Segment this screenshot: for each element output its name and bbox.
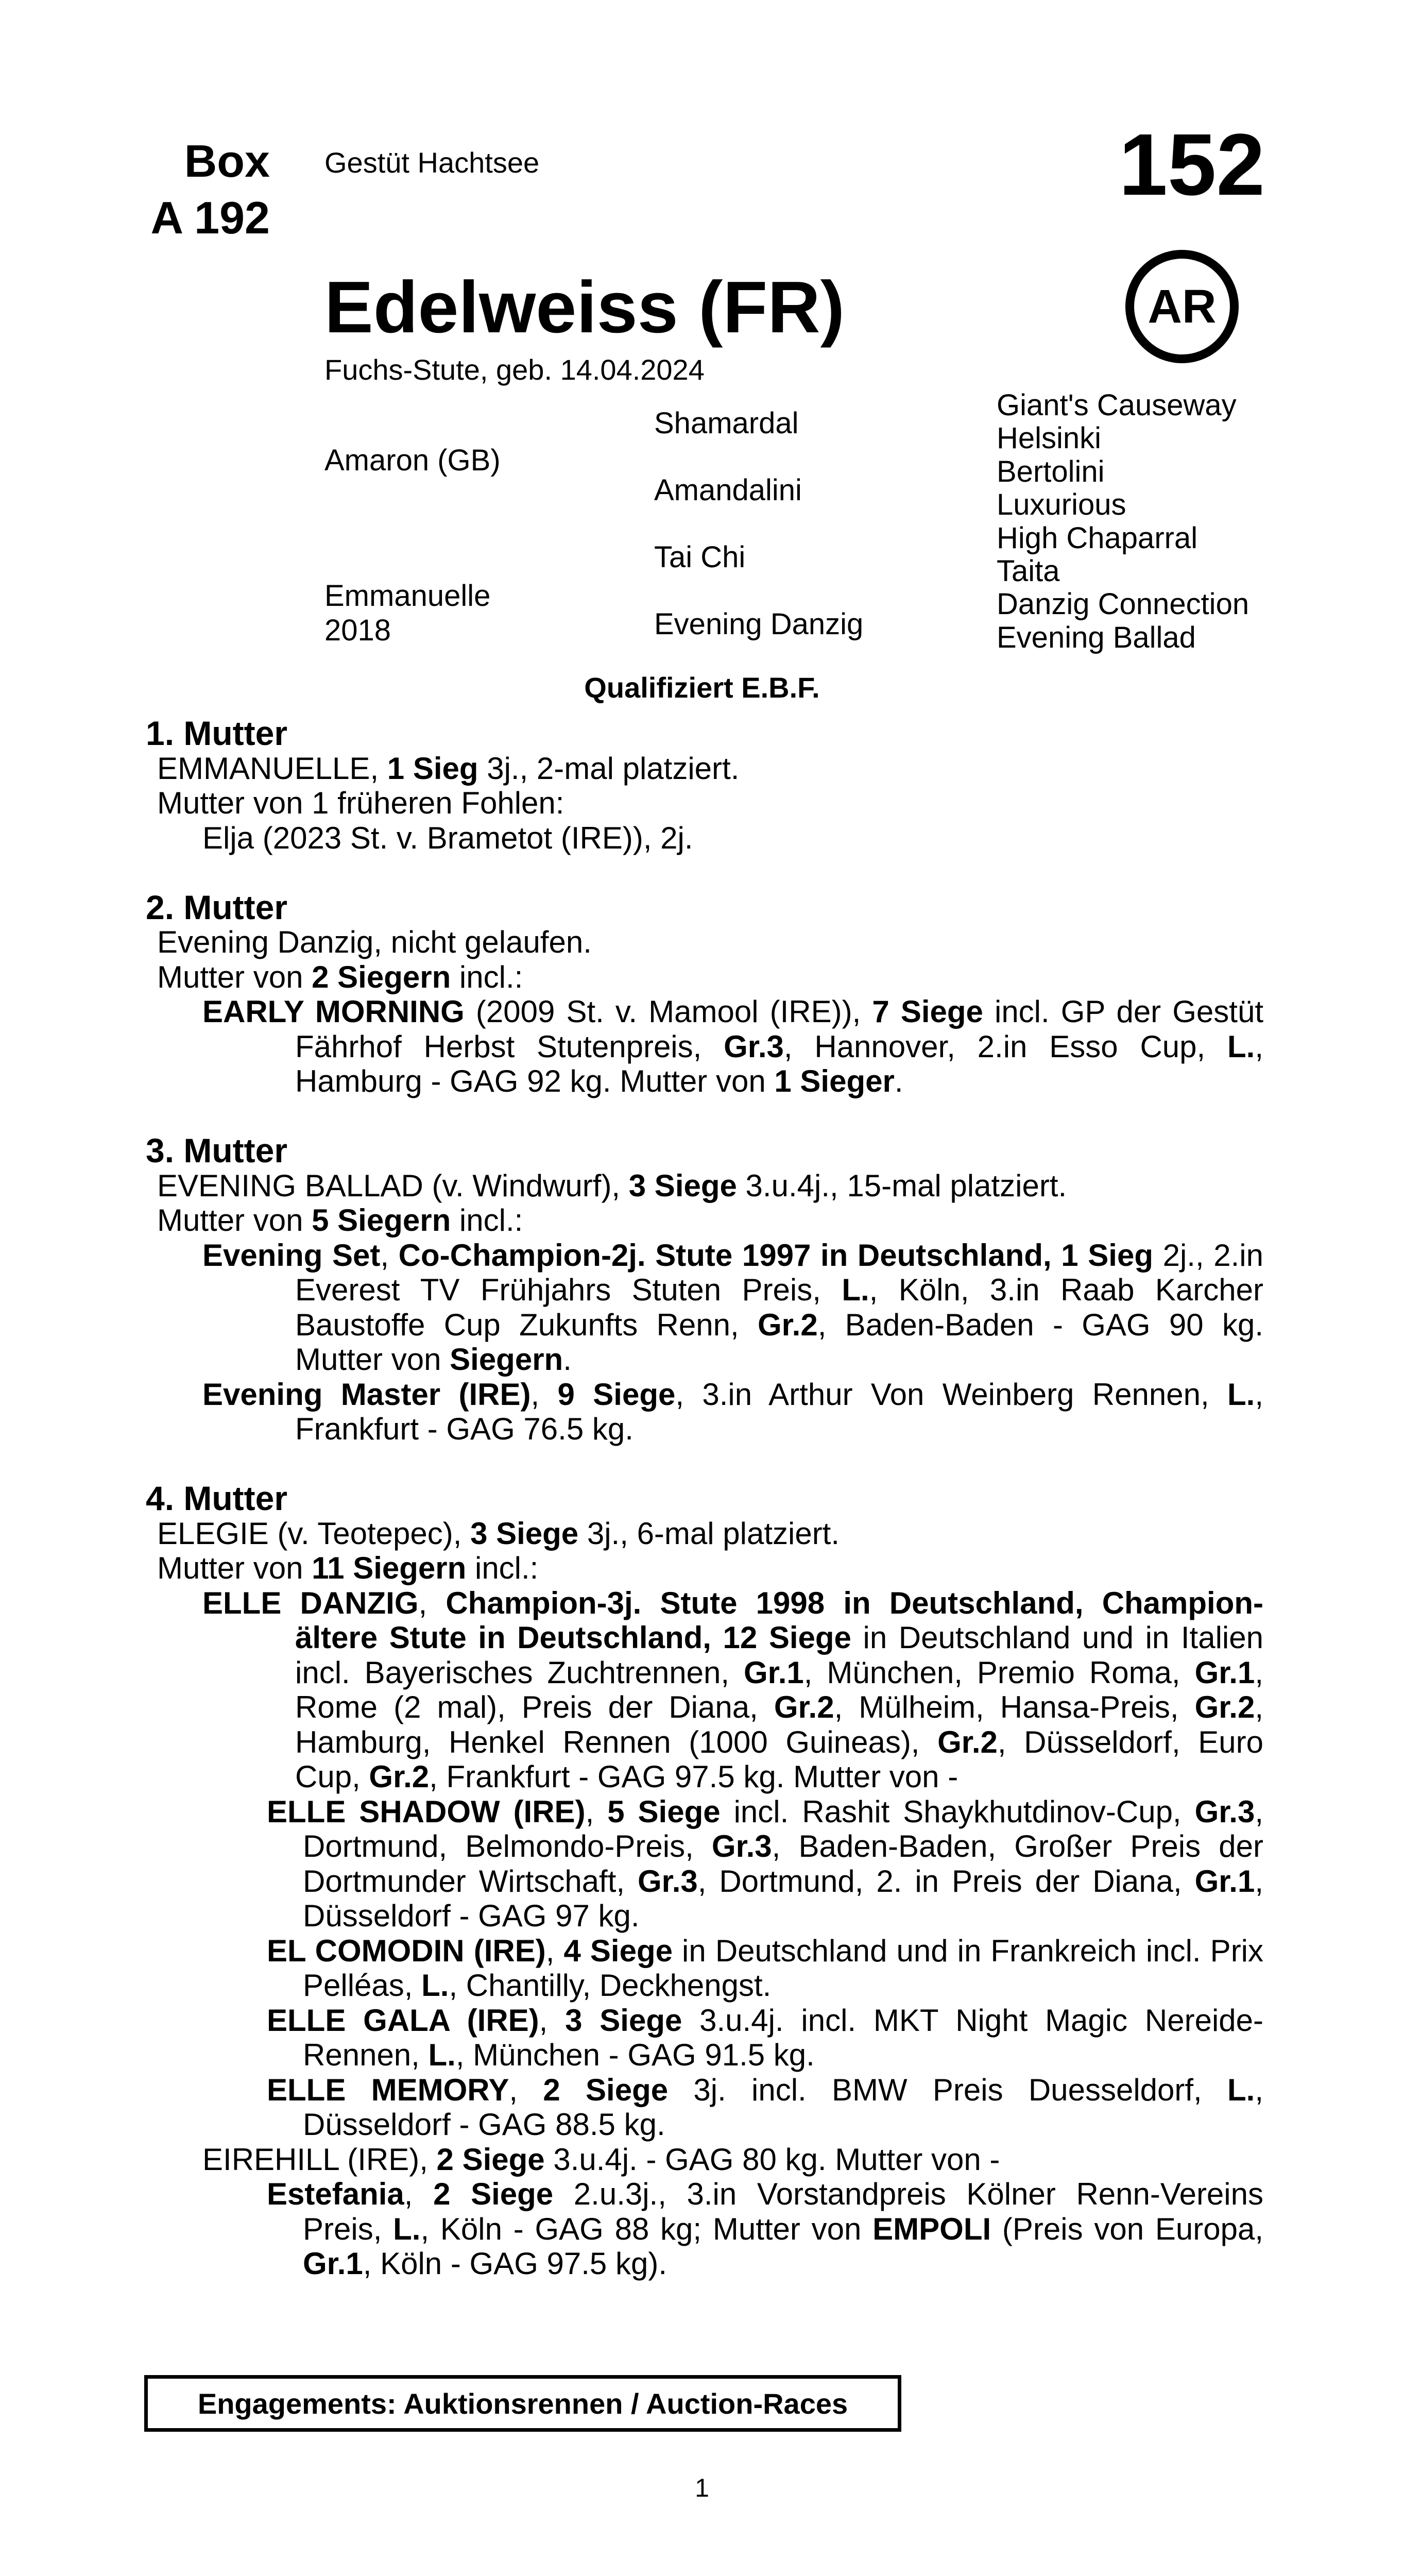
box-line-1: Box bbox=[184, 135, 270, 187]
pedigree-gen2-2: Amandalini bbox=[654, 473, 802, 507]
pedigree-gen2-1: Shamardal bbox=[654, 406, 799, 440]
second-dam-heading: 2. Mutter bbox=[146, 888, 288, 926]
horse-name: Edelweiss (FR) bbox=[324, 266, 845, 348]
produce-entry-el-comodin: EL COMODIN (IRE), 4 Siege in Deutschland und in Frankreich incl. Prix Pelléas, L., Chantilly, Deckhengst. bbox=[267, 1933, 1264, 2003]
pedigree-dam: Emmanuelle bbox=[324, 579, 491, 613]
qualification: Qualifiziert E.B.F. bbox=[584, 671, 820, 704]
pedigree-dam-year: 2018 bbox=[324, 614, 391, 647]
produce-entry-eirehill: EIREHILL (IRE), 2 Siege 3.u.4j. - GAG 80 kg. Mutter von - bbox=[202, 2142, 1000, 2177]
breeder: Gestüt Hachtsee bbox=[324, 146, 540, 179]
lot-number: 152 bbox=[1119, 116, 1265, 214]
pedigree-gen3-4: Luxurious bbox=[997, 488, 1126, 522]
produce-entry-evening-set: Evening Set, Co-Champion-2j. Stute 1997 in Deutschland, 1 Sieg 2j., 2.in Everest TV Frühjahrs Stuten Preis, L., Köln, 3.in Raab Karcher Baustoffe Cup Zukunfts Renn, Gr.2, Baden-Baden - GAG 90 kg. Mutter von Siegern. bbox=[202, 1238, 1264, 1377]
horse-description: Fuchs-Stute, geb. 14.04.2024 bbox=[324, 353, 705, 386]
pedigree-gen2-4: Evening Danzig bbox=[654, 607, 864, 641]
pedigree-gen3-1: Giant's Causeway bbox=[997, 388, 1237, 422]
pedigree-gen3-7: Danzig Connection bbox=[997, 587, 1249, 621]
third-dam-produce-intro: Mutter von 5 Siegern incl.: bbox=[157, 1203, 523, 1238]
produce-entry-elle-shadow: ELLE SHADOW (IRE), 5 Siege incl. Rashit Shaykhutdinov-Cup, Gr.3, Dortmund, Belmondo-Preis, Gr.3, Baden-Baden, Großer Preis der Dortmunder Wirtschaft, Gr.3, Dortmund, 2. in Preis der Diana, Gr.1, Düsseldorf - GAG 97 kg. bbox=[267, 1794, 1263, 1933]
first-dam-heading: 1. Mutter bbox=[146, 714, 288, 752]
produce-entry-early-morning: EARLY MORNING (2009 St. v. Mamool (IRE)), 7 Siege incl. GP der Gestüt Fährhof Herbst Stutenpreis, Gr.3, Hannover, 2.in Esso Cup, L., Hamburg - GAG 92 kg. Mutter von 1 Sieger. bbox=[202, 994, 1263, 1098]
pedigree-gen2-3: Tai Chi bbox=[654, 540, 746, 574]
first-dam-record: EMMANUELLE, 1 Sieg 3j., 2-mal platziert. bbox=[157, 751, 740, 786]
pedigree-gen3-8: Evening Ballad bbox=[997, 620, 1196, 654]
third-dam-heading: 3. Mutter bbox=[146, 1131, 288, 1170]
produce-entry-estefania: Estefania, 2 Siege 2.u.3j., 3.in Vorstandpreis Kölner Renn-Vereins Preis, L., Köln - GAG 88 kg; Mutter von EMPOLI (Preis von Europa, Gr.1, Köln - GAG 97.5 kg). bbox=[267, 2177, 1264, 2281]
page-number: 1 bbox=[695, 2473, 709, 2502]
first-dam-section bbox=[146, 716, 1263, 855]
pedigree-gen3-3: Bertolini bbox=[997, 454, 1105, 488]
box-label bbox=[124, 133, 270, 246]
first-dam-foal: Elja (2023 St. v. Brametot (IRE)), 2j. bbox=[202, 820, 693, 855]
second-dam-record: Evening Danzig, nicht gelaufen. bbox=[157, 925, 592, 959]
second-dam-section bbox=[146, 890, 1263, 1099]
ar-badge: AR bbox=[1125, 250, 1239, 363]
produce-entry-elle-danzig: ELLE DANZIG, Champion-3j. Stute 1998 in Deutschland, Champion-ältere Stute in Deutschland, 12 Siege in Deutschland und in Italien incl. Bayerisches Zuchtrennen, Gr.1, München, Premio Roma, Gr.1, Rome (2 mal), Preis der Diana, Gr.2, Mülheim, Hansa-Preis, Gr.2, Hamburg, Henkel Rennen (1000 Guineas), Gr.2, Düsseldorf, Euro Cup, Gr.2, Frankfurt - GAG 97.5 kg. Mutter von - bbox=[202, 1585, 1264, 1794]
box-line-2: A 192 bbox=[150, 192, 270, 243]
second-dam-produce-intro: Mutter von 2 Siegern incl.: bbox=[157, 959, 523, 994]
fourth-dam-section bbox=[146, 1481, 1263, 2281]
produce-entry-elle-gala: ELLE GALA (IRE), 3 Siege 3.u.4j. incl. MKT Night Magic Nereide-Rennen, L., München - GAG 91.5 kg. bbox=[267, 2003, 1264, 2072]
fourth-dam-record: ELEGIE (v. Teotepec), 3 Siege 3j., 6-mal platziert. bbox=[157, 1516, 840, 1551]
fourth-dam-heading: 4. Mutter bbox=[146, 1479, 288, 1517]
pedigree-gen3 bbox=[997, 389, 1249, 654]
third-dam-record: EVENING BALLAD (v. Windwurf), 3 Siege 3.u.4j., 15-mal platziert. bbox=[157, 1168, 1067, 1203]
pedigree-sire: Amaron (GB) bbox=[324, 444, 501, 477]
third-dam-section bbox=[146, 1133, 1263, 1447]
pedigree-gen3-5: High Chaparral bbox=[997, 521, 1198, 555]
first-dam-produce-intro: Mutter von 1 früheren Fohlen: bbox=[157, 786, 564, 820]
produce-entry-elle-memory: ELLE MEMORY, 2 Siege 3j. incl. BMW Preis Duesseldorf, L., Düsseldorf - GAG 88.5 kg. bbox=[267, 2072, 1263, 2142]
pedigree-gen3-6: Taita bbox=[997, 554, 1060, 588]
engagements-box: Engagements: Auktionsrennen / Auction-Races bbox=[144, 2375, 901, 2432]
fourth-dam-produce-intro: Mutter von 11 Siegern incl.: bbox=[157, 1551, 539, 1585]
pedigree-gen3-2: Helsinki bbox=[997, 421, 1102, 455]
produce-entry-evening-master: Evening Master (IRE), 9 Siege, 3.in Arthur Von Weinberg Rennen, L., Frankfurt - GAG 76.5 kg. bbox=[202, 1377, 1263, 1446]
dam-lines bbox=[146, 716, 1263, 2316]
